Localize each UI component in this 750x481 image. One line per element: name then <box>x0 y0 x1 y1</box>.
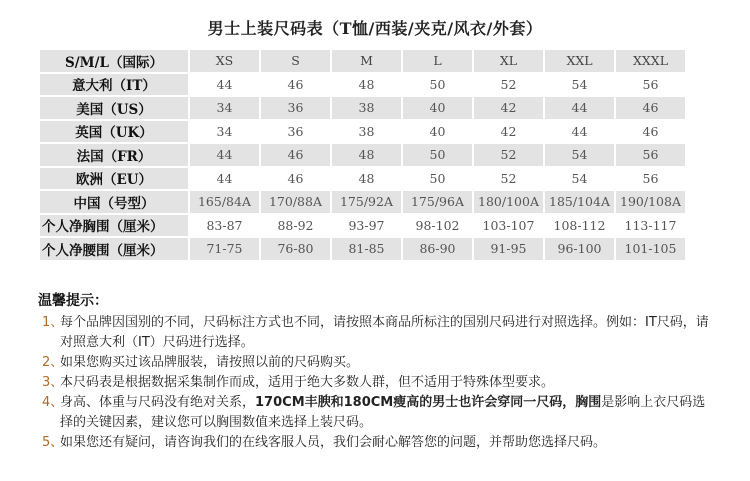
table-cell: 101-105 <box>616 238 685 260</box>
tip-text: 是影响上衣尺码选择的关键因素，建议您可以胸围数值来选择上装尺码。 <box>60 395 706 430</box>
tips-section <box>38 290 718 453</box>
table-cell: 34 <box>190 121 259 143</box>
table-cell: 175/92A <box>332 191 401 213</box>
size-chart-table <box>38 48 687 262</box>
table-cell: 76-80 <box>261 238 330 260</box>
table-row <box>40 144 685 166</box>
table-cell: 36 <box>261 121 330 143</box>
row-label: 个人净腰围（厘米） <box>40 238 188 260</box>
table-cell: 88-92 <box>261 215 330 237</box>
tip-number: 2、 <box>42 355 64 370</box>
table-row <box>40 215 685 237</box>
row-label: 个人净胸围（厘米） <box>40 215 188 237</box>
table-row <box>40 74 685 96</box>
tip-item <box>38 433 718 453</box>
table-cell: 175/96A <box>403 191 472 213</box>
table-cell: 44 <box>545 121 614 143</box>
table-cell: 98-102 <box>403 215 472 237</box>
table-cell: 38 <box>332 97 401 119</box>
table-cell: 46 <box>616 121 685 143</box>
table-cell: 54 <box>545 74 614 96</box>
table-cell: 54 <box>545 168 614 190</box>
table-cell: 170/88A <box>261 191 330 213</box>
tip-number: 3、 <box>42 375 64 390</box>
table-cell: 42 <box>474 121 543 143</box>
table-cell: 96-100 <box>545 238 614 260</box>
row-label: 法国（FR） <box>40 144 188 166</box>
table-cell: 42 <box>474 97 543 119</box>
table-cell: 185/104A <box>545 191 614 213</box>
header-cell: XL <box>474 50 543 72</box>
tip-item <box>38 373 718 393</box>
table-cell: 44 <box>545 97 614 119</box>
table-row <box>40 97 685 119</box>
row-label: 中国（号型） <box>40 191 188 213</box>
table-cell: 103-107 <box>474 215 543 237</box>
table-cell: 56 <box>616 144 685 166</box>
table-cell: 50 <box>403 74 472 96</box>
header-cell: L <box>403 50 472 72</box>
tip-text: 如果您购买过该品牌服装，请按照以前的尺码购买。 <box>60 355 360 370</box>
table-cell: 46 <box>261 168 330 190</box>
table-cell: 40 <box>403 97 472 119</box>
table-cell: 56 <box>616 74 685 96</box>
tip-text: 身高、体重与尺码没有绝对关系， <box>60 395 256 410</box>
table-cell: 54 <box>545 144 614 166</box>
table-cell: 113-117 <box>616 215 685 237</box>
table-cell: 83-87 <box>190 215 259 237</box>
tip-number: 1、 <box>42 315 64 330</box>
table-row <box>40 191 685 213</box>
tip-number: 4、 <box>42 395 64 410</box>
table-cell: 180/100A <box>474 191 543 213</box>
table-cell: 46 <box>261 144 330 166</box>
table-row <box>40 238 685 260</box>
header-cell: M <box>332 50 401 72</box>
table-cell: 52 <box>474 168 543 190</box>
table-cell: 52 <box>474 74 543 96</box>
header-cell: S/M/L（国际） <box>40 50 188 72</box>
table-cell: 46 <box>616 97 685 119</box>
tip-number: 5、 <box>42 435 64 450</box>
tip-item <box>38 393 718 433</box>
header-cell: XXL <box>545 50 614 72</box>
row-label: 英国（UK） <box>40 121 188 143</box>
table-cell: 190/108A <box>616 191 685 213</box>
header-cell: XS <box>190 50 259 72</box>
tips-heading: 温馨提示： <box>38 293 108 309</box>
tip-text: 本尺码表是根据数据采集制作而成，适用于绝大多数人群，但不适用于特殊体型要求。 <box>60 375 555 390</box>
table-cell: 52 <box>474 144 543 166</box>
table-cell: 48 <box>332 168 401 190</box>
table-cell: 108-112 <box>545 215 614 237</box>
table-cell: 91-95 <box>474 238 543 260</box>
tip-text-emphasis: 170CM丰腴和180CM瘦高的男士也许会穿同一尺码，胸围 <box>255 395 602 410</box>
page-title: 男士上装尺码表（T恤/西装/夹克/风衣/外套） <box>207 19 543 38</box>
header-cell: S <box>261 50 330 72</box>
table-cell: 56 <box>616 168 685 190</box>
table-cell: 44 <box>190 168 259 190</box>
table-cell: 71-75 <box>190 238 259 260</box>
table-cell: 165/84A <box>190 191 259 213</box>
table-cell: 34 <box>190 97 259 119</box>
table-cell: 86-90 <box>403 238 472 260</box>
table-cell: 38 <box>332 121 401 143</box>
table-cell: 36 <box>261 97 330 119</box>
table-cell: 46 <box>261 74 330 96</box>
header-cell: XXXL <box>616 50 685 72</box>
table-cell: 81-85 <box>332 238 401 260</box>
tip-item <box>38 353 718 373</box>
table-cell: 50 <box>403 168 472 190</box>
tip-item <box>38 313 718 353</box>
table-cell: 93-97 <box>332 215 401 237</box>
table-cell: 44 <box>190 144 259 166</box>
tip-text: 每个品牌因国别的不同，尺码标注方式也不同，请按照本商品所标注的国别尺码进行对照选择。例如：IT尺码，请对照意大利（IT）尺码进行选择。 <box>60 315 709 350</box>
table-cell: 44 <box>190 74 259 96</box>
table-cell: 48 <box>332 144 401 166</box>
table-cell: 50 <box>403 144 472 166</box>
table-cell: 48 <box>332 74 401 96</box>
table-row <box>40 168 685 190</box>
table-header-row <box>40 50 685 72</box>
tip-text: 如果您还有疑问，请咨询我们的在线客服人员，我们会耐心解答您的问题，并帮助您选择尺码。 <box>60 435 607 450</box>
table-cell: 40 <box>403 121 472 143</box>
row-label: 美国（US） <box>40 97 188 119</box>
table-row <box>40 121 685 143</box>
row-label: 意大利（IT） <box>40 74 188 96</box>
row-label: 欧洲（EU） <box>40 168 188 190</box>
